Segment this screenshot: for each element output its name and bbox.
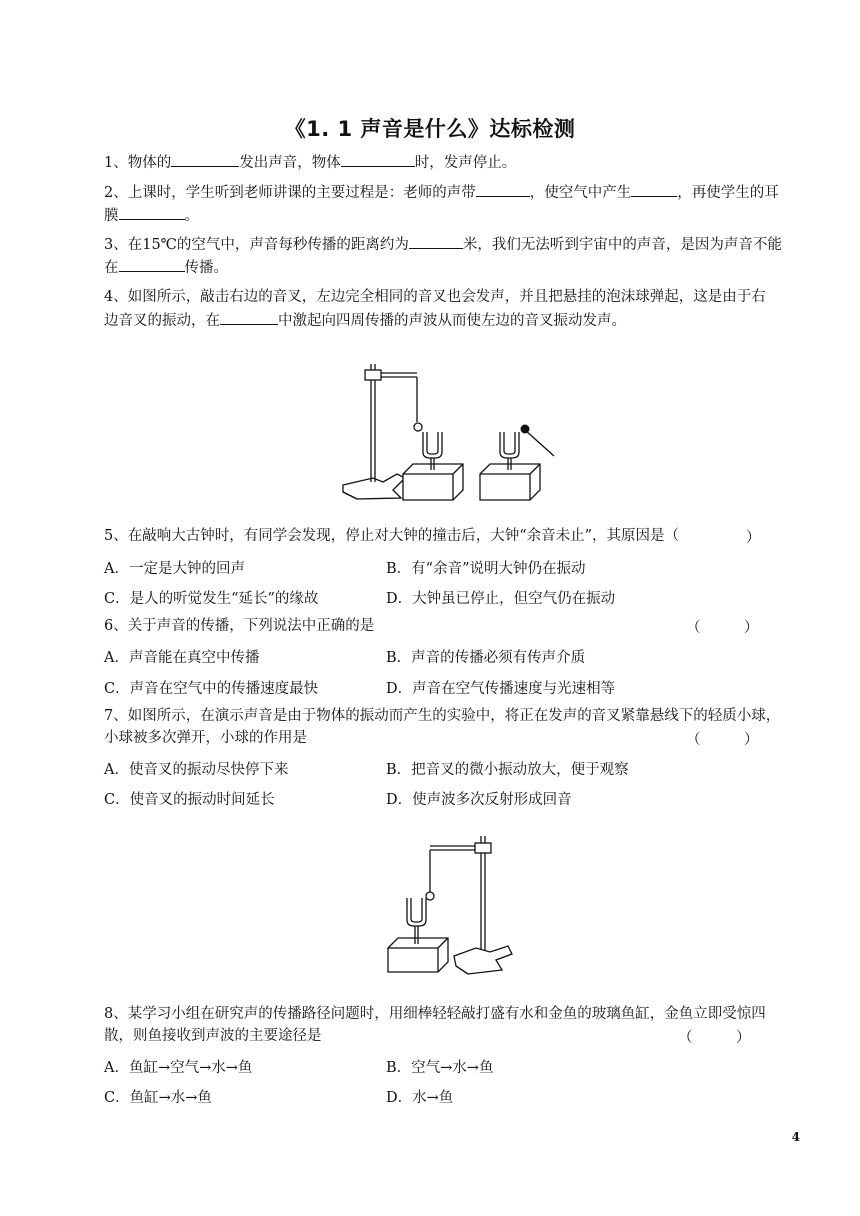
- question-8: [104, 1004, 766, 1024]
- q6-option-a[interactable]: A．声音能在真空中传播: [104, 650, 260, 666]
- q3-text-d: 传播。: [184, 260, 228, 276]
- q5-option-c[interactable]: C．是人的听觉发生“延长”的缘故: [104, 591, 319, 607]
- q2-text-e: 。: [184, 208, 199, 224]
- question-5: [104, 526, 679, 546]
- q8-option-b[interactable]: B．空气→水→鱼: [386, 1060, 494, 1076]
- q6-option-b[interactable]: B．声音的传播必须有传声介质: [386, 650, 586, 666]
- q7-option-d[interactable]: D．使声波多次反射形成回音: [386, 792, 572, 808]
- q5-stem: 5、在敲响大古钟时，有同学会发现，停止对大钟的撞击后，大钟“余音未止”，其原因是（: [104, 528, 680, 544]
- q5-option-d[interactable]: D．大钟虽已停止，但空气仍在振动: [386, 591, 616, 607]
- question-1: [104, 152, 516, 173]
- q5-option-b[interactable]: B．有“余音”说明大钟仍在振动: [386, 561, 586, 577]
- q4-text-b: 边音叉的振动，在: [104, 313, 220, 329]
- q6-option-c[interactable]: C．声音在空气中的传播速度最快: [104, 681, 319, 697]
- q4-blank-1[interactable]: [220, 310, 278, 325]
- question-2-cont: [104, 205, 199, 226]
- q3-text-b: 米，我们无法听到宇宙中的声音，是因为声音不能: [462, 237, 782, 253]
- q8-option-a[interactable]: A．鱼缸→空气→水→鱼: [104, 1060, 253, 1076]
- question-3: [104, 234, 782, 255]
- q8-answer-paren[interactable]: （ ）: [678, 1030, 751, 1046]
- q7-answer-paren[interactable]: （ ）: [686, 732, 759, 748]
- question-3-cont: [104, 257, 228, 278]
- q8-option-c[interactable]: C．鱼缸→水→鱼: [104, 1090, 212, 1106]
- q7-text-b: 小球被多次弹开，小球的作用是: [104, 730, 307, 746]
- q8-option-d[interactable]: D．水→鱼: [386, 1090, 454, 1106]
- q1-blank-1[interactable]: [171, 152, 239, 167]
- q5-answer-paren[interactable]: ）: [746, 530, 761, 546]
- q2-blank-1[interactable]: [476, 182, 530, 197]
- question-2: [104, 182, 779, 203]
- question-7-cont: [104, 728, 307, 748]
- q5-option-a[interactable]: A．一定是大钟的回声: [104, 561, 245, 577]
- question-8-cont: [104, 1026, 322, 1046]
- question-4: [104, 287, 766, 307]
- question-7: [104, 706, 780, 726]
- q2-blank-2[interactable]: [631, 182, 677, 197]
- q3-blank-1[interactable]: [409, 234, 463, 249]
- page-number: 4: [791, 1130, 800, 1144]
- q2-text-d: 膜: [104, 208, 119, 224]
- page-title: 《1. 1 声音是什么》达标检测: [284, 117, 576, 141]
- q4-text-c: 中激起向四周传播的声波从而使左边的音叉振动发声。: [278, 313, 626, 329]
- q7-option-a[interactable]: A．使音叉的振动尽快停下来: [104, 762, 289, 778]
- q3-text-c: 在: [104, 260, 119, 276]
- q8-text-b: 散，则鱼接收到声波的主要途径是: [104, 1028, 322, 1044]
- tuning-fork-resonance-figure: [335, 352, 565, 512]
- q1-blank-2[interactable]: [341, 152, 415, 167]
- q3-blank-2[interactable]: [119, 257, 185, 272]
- q2-text-b: ，使空气中产生: [529, 185, 632, 201]
- q2-text-c: ，再使学生的耳: [677, 185, 779, 201]
- q6-answer-paren[interactable]: （ ）: [686, 620, 759, 636]
- q6-stem: 6、关于声音的传播，下列说法中正确的是: [104, 618, 375, 634]
- q1-text-b: 发出声音，物体: [239, 155, 341, 171]
- tuning-fork-ball-figure: [378, 826, 518, 986]
- q4-text-a: 4、如图所示，敲击右边的音叉，左边完全相同的音叉也会发声，并且把悬挂的泡沫球弹起，这是由于右: [104, 289, 766, 305]
- q7-option-b[interactable]: B．把音叉的微小振动放大，便于观察: [386, 762, 629, 778]
- q1-text-c: 时，发声停止。: [414, 155, 517, 171]
- q6-option-d[interactable]: D．声音在空气传播速度与光速相等: [386, 681, 616, 697]
- q2-text-a: 2、上课时，学生听到老师讲课的主要过程是：老师的声带: [104, 185, 476, 201]
- q1-text-a: 1、物体的: [104, 155, 172, 171]
- q2-blank-3[interactable]: [119, 205, 185, 220]
- q3-text-a: 3、在15℃的空气中，声音每秒传播的距离约为: [104, 237, 409, 253]
- q7-option-c[interactable]: C．使音叉的振动时间延长: [104, 792, 275, 808]
- question-4-cont: [104, 310, 626, 331]
- q8-text-a: 8、某学习小组在研究声的传播路径问题时，用细棒轻轻敲打盛有水和金鱼的玻璃鱼缸，金鱼立即受惊四: [104, 1006, 766, 1022]
- question-6: [104, 616, 374, 636]
- q7-text-a: 7、如图所示，在演示声音是由于物体的振动而产生的实验中，将正在发声的音叉紧靠悬线下的轻质小球，: [104, 708, 781, 724]
